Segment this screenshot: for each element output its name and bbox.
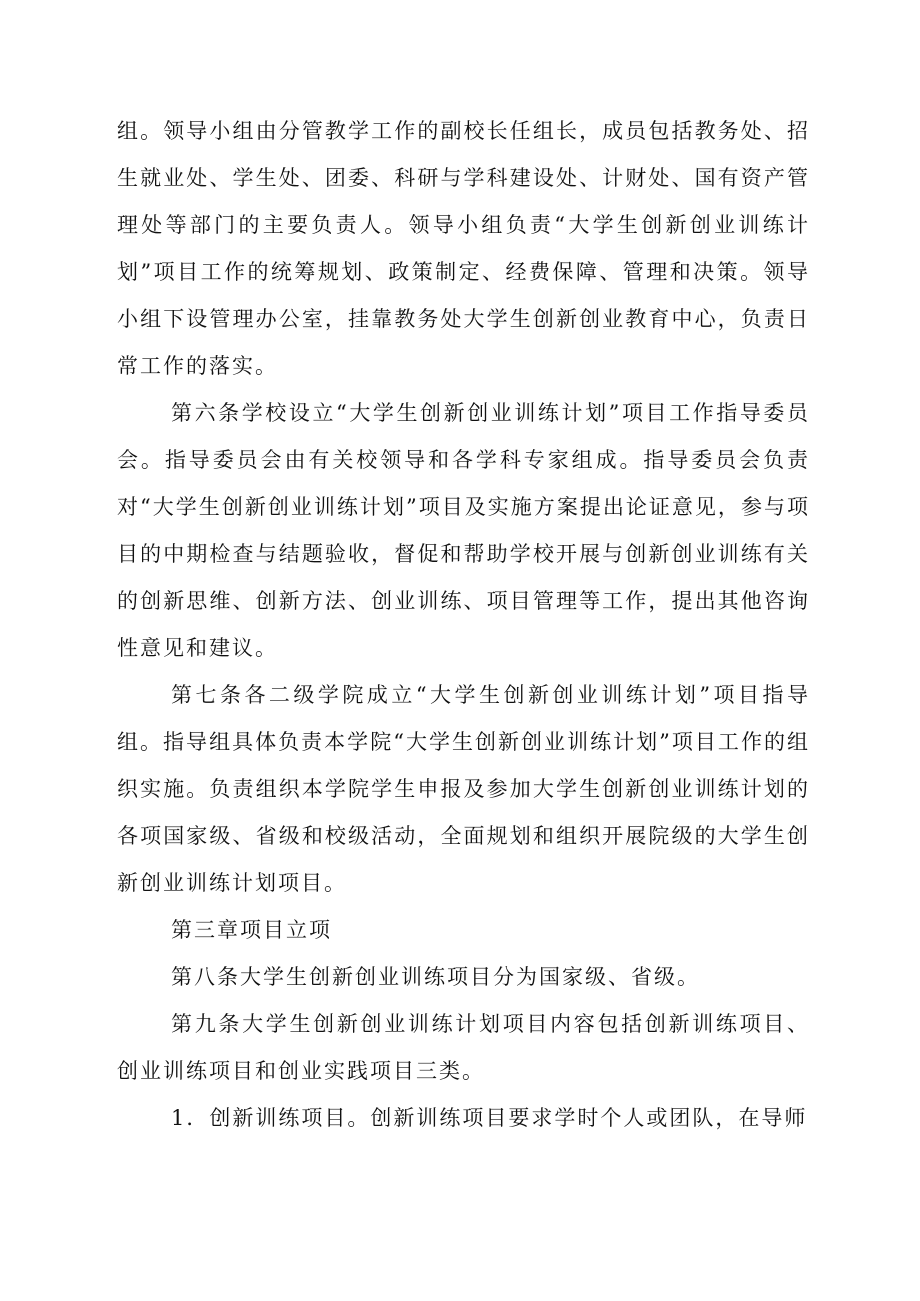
chapter-3-heading: 第三章项目立项 xyxy=(171,918,332,942)
paragraph-article-9: 第九条大学生创新创业训练计划项目内容包括创新训练项目、创业训练项目和创业实践项目三类。 xyxy=(117,1012,810,1083)
paragraph-item-1: 1．创新训练项目。创新训练项目要求学时个人或团队，在导师 xyxy=(171,1106,808,1130)
paragraph-article-7: 第七条各二级学院成立“大学生创新创业训练计划”项目指导组。指导组具体负责本学院“大学生创新创业训练计划”项目工作的组织实施。负责组织本学院学生申报及参加大学生创新创业训练计划的各项国家级、省级和校级活动，全面规划和组织开展院级的大学生创新创业训练计划项目。 xyxy=(117,683,810,895)
paragraph-article-6: 第六条学校设立“大学生创新创业训练计划”项目工作指导委员会。指导委员会由有关校领导和各学科专家组成。指导委员会负责对“大学生创新创业训练计划”项目及实施方案提出论证意见，参与项目的中期检查与结题验收，督促和帮助学校开展与创新创业训练有关的创新思维、创新方法、创业训练、项目管理等工作，提出其他咨询性意见和建议。 xyxy=(117,401,810,660)
paragraph-article-8: 第八条大学生创新创业训练项目分为国家级、省级。 xyxy=(171,965,700,989)
paragraph-leadership-group: 组。领导小组由分管教学工作的副校长任组长，成员包括教务处、招生就业处、学生处、团委、科研与学科建设处、计财处、国有资产管理处等部门的主要负责人。领导小组负责“大学生创新创业训练计划”项目工作的统筹规划、政策制定、经费保障、管理和决策。领导小组下设管理办公室，挂靠教务处大学生创新创业教育中心，负责日常工作的落实。 xyxy=(117,119,810,378)
